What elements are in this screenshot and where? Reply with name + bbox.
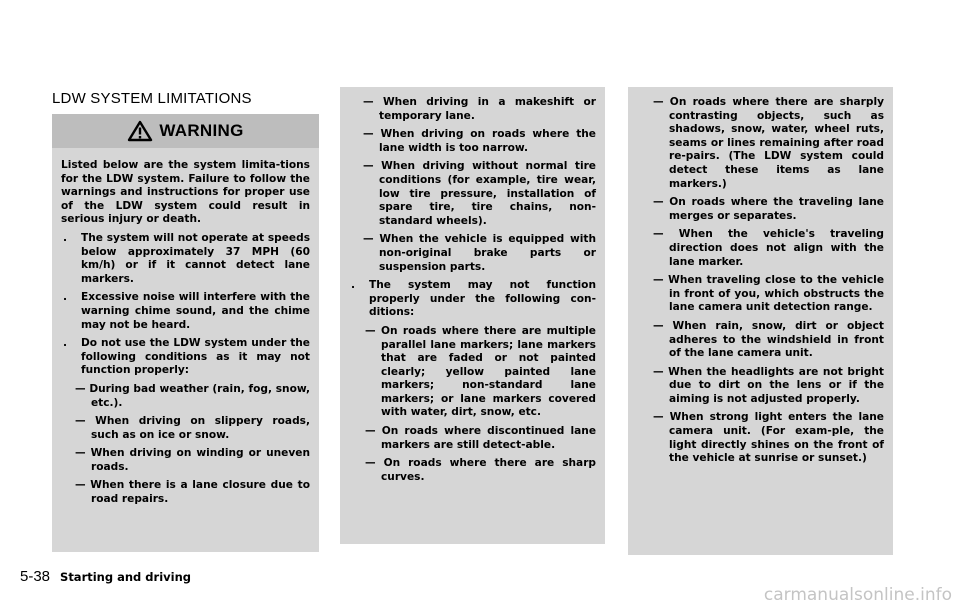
condition-item: — When the headlights are not bright due to dirt on the lens or if the aiming is not adjusted properly. xyxy=(653,365,884,405)
bullet-item: . Do not use the LDW system under the following conditions as it may not function properly: xyxy=(63,337,310,377)
condition-item: — On roads where there are multiple parallel lane markers; lane markers that are faded or not painted clearly; yellow painted lane markers; non-standard lane markers; or lane markers covered with water, dirt, snow, etc. xyxy=(365,324,596,419)
warning-box-column-1 xyxy=(52,114,319,552)
condition-item: — When driving in a makeshift or temporary lane. xyxy=(363,96,596,122)
page-number: 5-38 xyxy=(20,568,51,585)
bullet-text: Do not use the LDW system under the following conditions as it may not function properly: xyxy=(81,337,310,377)
condition-item: — On roads where there are sharply contrasting objects, such as shadows, snow, water, wheel ruts, seams or lines remaining after road re-pairs. (The LDW system could detect these items as lane markers.) xyxy=(653,96,884,190)
condition-item: — When driving on winding or uneven roads. xyxy=(75,447,310,473)
condition-item: — When strong light enters the lane camera unit. (For exam-ple, the light directly shines on the front of the vehicle at sunrise or sunset.) xyxy=(653,411,884,465)
warning-label: WARNING xyxy=(159,121,244,140)
bullet-text: The system may not function properly under the following con-ditions: xyxy=(369,279,596,319)
bullet-text: The system will not operate at speeds below approximately 37 MPH (60 km/h) or if it cannot detect lane markers. xyxy=(81,231,310,285)
condition-item: — During bad weather (rain, fog, snow, etc.). xyxy=(75,382,310,409)
page-footer xyxy=(20,568,191,585)
condition-item: — When driving on roads where the lane width is too narrow. xyxy=(363,128,596,154)
condition-item: — When there is a lane closure due to road repairs. xyxy=(75,479,310,506)
condition-item: — When the vehicle is equipped with non-original brake parts or suspension parts. xyxy=(363,233,596,273)
bullet-item: . The system may not function properly under the following con-ditions: xyxy=(351,279,596,319)
bullet-item: . The system will not operate at speeds below approximately 37 MPH (60 km/h) or if it cannot detect lane markers. xyxy=(63,231,310,285)
condition-item: — When the vehicle's traveling direction does not align with the lane marker. xyxy=(653,228,884,268)
warning-content-column-2 xyxy=(349,96,596,489)
condition-item: — When driving without normal tire conditions (for example, tire wear, low tire pressure, installation of spare tire, tire chains, non-standard wheels). xyxy=(363,160,596,227)
bullet-item: . Excessive noise will interfere with the warning chime sound, and the chime may not be heard. xyxy=(63,291,310,331)
condition-item: — When driving on slippery roads, such as on ice or snow. xyxy=(75,415,310,441)
condition-item: — When rain, snow, dirt or object adheres to the windshield in front of the lane camera unit. xyxy=(653,319,884,360)
condition-item: — On roads where the traveling lane merges or separates. xyxy=(653,196,884,222)
condition-item: — When traveling close to the vehicle in front of you, which obstructs the lane camera unit detection range. xyxy=(653,274,884,314)
condition-item: — On roads where discontinued lane markers are still detect-able. xyxy=(365,425,596,451)
condition-item: — On roads where there are sharp curves. xyxy=(365,457,596,483)
watermark: carmanualsonline.info xyxy=(763,585,952,605)
section-title: LDW SYSTEM LIMITATIONS xyxy=(52,90,252,107)
warning-box-column-2 xyxy=(340,87,605,544)
footer-section-title: Starting and driving xyxy=(60,570,191,584)
warning-content-column-3 xyxy=(637,96,884,471)
bullet-text: Excessive noise will interfere with the warning chime sound, and the chime may not be heard. xyxy=(81,291,310,331)
warning-triangle-icon xyxy=(127,120,153,142)
warning-header xyxy=(52,114,319,148)
warning-content-column-1 xyxy=(61,159,310,512)
warning-intro: Listed below are the system limita-tions for the LDW system. Failure to follow the warnings and instructions for proper use of the LDW system could result in serious injury or death. xyxy=(61,159,310,226)
warning-box-column-3 xyxy=(628,87,893,555)
